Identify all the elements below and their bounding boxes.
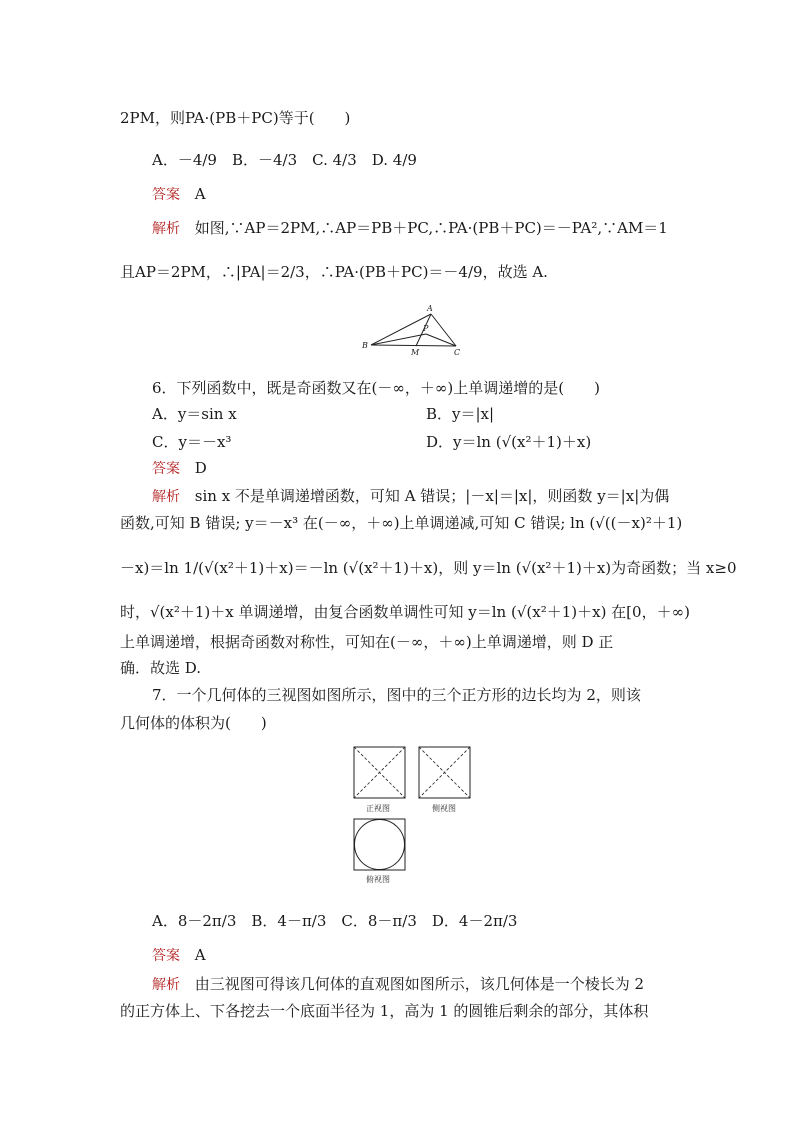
- q6-option-d: D．y＝ln (√(x²＋1)＋x): [426, 433, 592, 451]
- front-view-label: 正视图: [366, 804, 390, 813]
- side-view-label: 侧视图: [432, 804, 456, 813]
- q6-answer: D: [194, 459, 207, 477]
- q6-analysis-6: 确．故选 D.: [120, 659, 202, 677]
- top-view-label: 俯视图: [366, 875, 390, 884]
- q7-stem-2: 几何体的体积为( ): [120, 714, 267, 732]
- answer-label: 答案: [152, 187, 180, 203]
- q5-answer: A: [194, 185, 206, 203]
- q6-option-c: C．y＝－x³: [152, 433, 232, 451]
- q5-analysis-2: 且AP＝2PM，∴|PA|＝2/3，∴PA·(PB＋PC)＝－4/9，故选 A.: [120, 263, 548, 281]
- label-b: B: [362, 341, 368, 350]
- q5-options: A．－4/9 B．－4/3 C. 4/3 D. 4/9: [152, 151, 417, 169]
- q6-option-a: A．y＝sin x: [152, 405, 237, 423]
- q6-option-b: B．y＝|x|: [426, 405, 495, 423]
- q6-analysis-3: －x)＝ln 1/(√(x²＋1)＋x)＝－ln (√(x²＋1)＋x)，则 y＝ln (√(x²＋1)＋x)为奇函数；当 x≥0: [120, 559, 737, 577]
- q7-analysis-line-1: [152, 974, 644, 995]
- label-a: A: [427, 304, 433, 313]
- top-view: [354, 819, 405, 884]
- label-p: P: [423, 324, 429, 333]
- q7-answer-line: [152, 945, 206, 966]
- q5-analysis-1: 如图,∵AP＝2PM,∴AP＝PB＋PC,∴PA·(PB＋PC)＝－PA²,∵AM＝1: [194, 219, 668, 237]
- q6-analysis-1: sin x 不是单调递增函数，可知 A 错误；|－x|＝|x|，则函数 y＝|x|为偶: [194, 487, 670, 505]
- analysis-label: 解析: [152, 221, 180, 237]
- label-c: C: [454, 348, 461, 357]
- q7-stem-1: 7．一个几何体的三视图如图所示，图中的三个正方形的边长均为 2，则该: [152, 686, 641, 704]
- side-view: [419, 747, 470, 813]
- q5-stem-end: 2PM，则PA·(PB＋PC)等于( ): [120, 109, 351, 127]
- analysis-label: 解析: [152, 489, 180, 505]
- label-m: M: [411, 348, 420, 357]
- q6-stem: 6．下列函数中，既是奇函数又在(－∞，＋∞)上单调递增的是( ): [152, 379, 600, 397]
- q6-analysis-line-1: [152, 486, 669, 507]
- q5-answer-line: [152, 184, 206, 205]
- q7-analysis-1: 由三视图可得该几何体的直观图如图所示，该几何体是一个棱长为 2: [194, 975, 645, 993]
- q6-analysis-2: 函数,可知 B 错误; y＝－x³ 在(－∞，＋∞)上单调递减,可知 C 错误; ln (√((－x)²＋1): [120, 514, 683, 532]
- answer-label: 答案: [152, 461, 180, 477]
- q6-answer-line: [152, 458, 207, 479]
- q7-analysis-2: 的正方体上、下各挖去一个底面半径为 1，高为 1 的圆锥后剩余的部分，其体积: [120, 1002, 649, 1020]
- q5-analysis-line-1: [152, 218, 668, 239]
- q7-answer: A: [194, 946, 206, 964]
- analysis-label: 解析: [152, 977, 180, 993]
- three-view-figure: [346, 742, 478, 890]
- answer-label: 答案: [152, 948, 180, 964]
- q7-options: A．8－2π/3 B．4－π/3 C．8－π/3 D．4－2π/3: [152, 912, 518, 930]
- triangle-figure: [356, 300, 470, 360]
- q6-analysis-4: 时，√(x²＋1)＋x 单调递增，由复合函数单调性可知 y＝ln (√(x²＋1)＋x) 在[0，＋∞): [120, 603, 690, 621]
- q6-analysis-5: 上单调递增，根据奇函数对称性，可知在(－∞，＋∞)上单调递增，则 D 正: [120, 633, 614, 651]
- front-view: [354, 747, 405, 813]
